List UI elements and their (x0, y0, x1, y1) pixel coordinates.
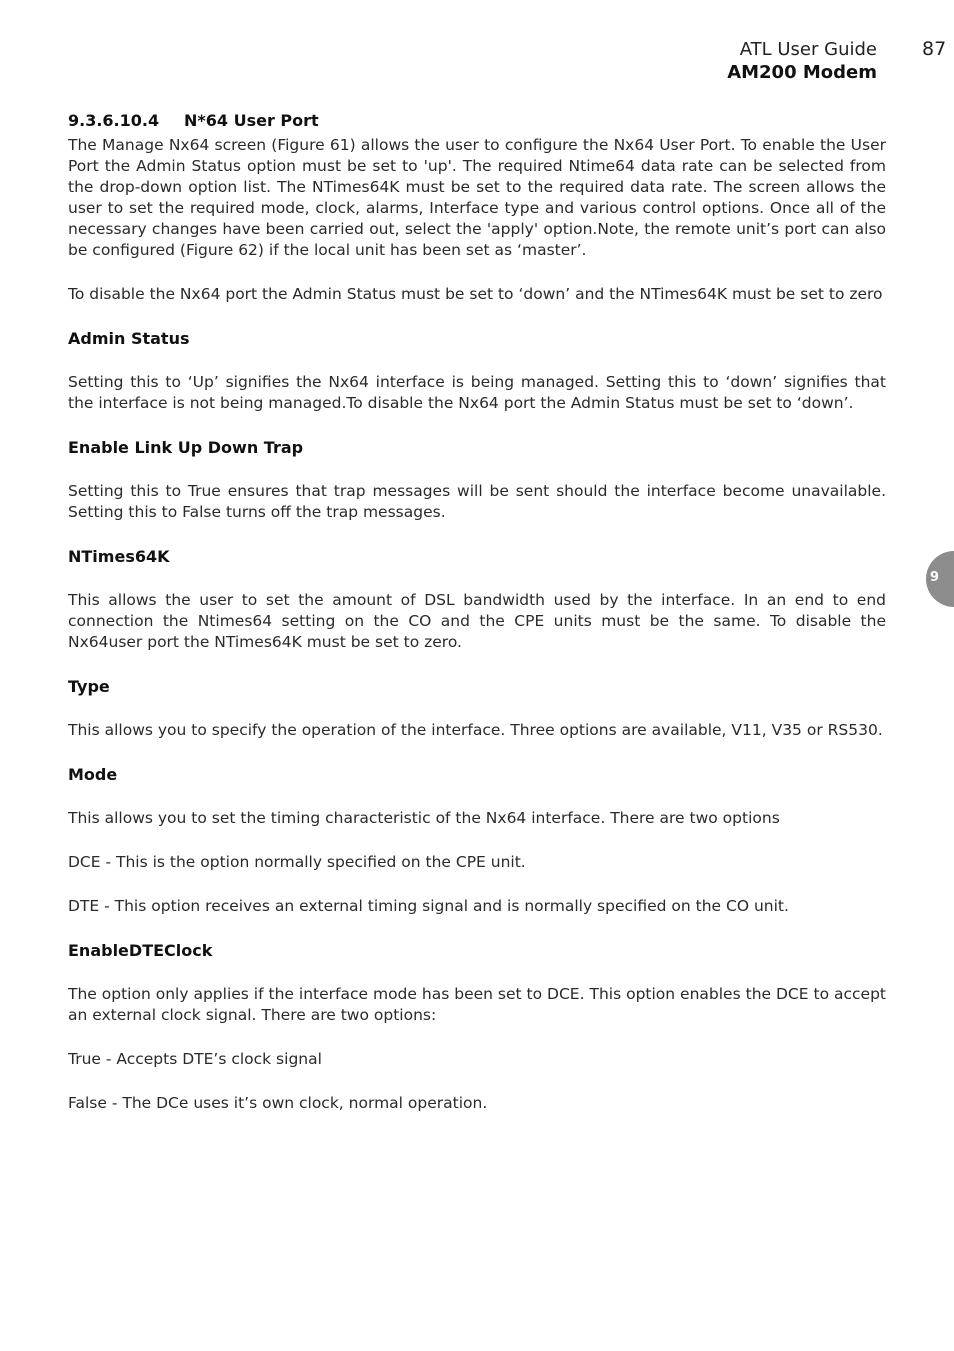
admin-status-heading: Admin Status (68, 329, 190, 348)
page-body (68, 110, 886, 1137)
type-heading: Type (68, 677, 110, 696)
section-number: 9.3.6.10.4 (68, 111, 160, 130)
ntimes64k-body: This allows the user to set the amount of DSL bandwidth used by the interface. In an end to end connection the Ntimes64 setting on the CO and the CPE units must be the same. To disable the Nx64user port the NTimes64K must be set to zero. (68, 591, 886, 651)
product-name: AM200 Modem (727, 62, 877, 83)
page-header (727, 38, 877, 84)
chapter-tab (926, 551, 954, 607)
dte-clock-heading: EnableDTEClock (68, 941, 213, 960)
mode-dte-option: DTE - This option receives an external timing signal and is normally specified on the CO unit. (68, 897, 789, 915)
guide-title: ATL User Guide (739, 39, 877, 60)
mode-heading: Mode (68, 765, 118, 784)
section-title: N*64 User Port (184, 111, 319, 130)
chapter-tab-label: 9 (930, 570, 940, 585)
dte-clock-false-option: False - The DCe uses it’s own clock, normal operation. (68, 1094, 488, 1112)
ntimes64k-heading: NTimes64K (68, 547, 170, 566)
section-intro: The Manage Nx64 screen (Figure 61) allows the user to configure the Nx64 User Port. To enable the User Port the Admin Status option must be set to 'up'. The required Ntime64 data rate can be selected from the drop-down option list. The NTimes64K must be set to the required data rate. The screen allows the user to set the required mode, clock, alarms, Interface type and various control options. Once all of the necessary changes have been carried out, select the 'apply' option.Note, the remote unit’s port can also be configured (Figure 62) if the local unit has been set as ‘master’. (68, 136, 886, 259)
admin-status-body: Setting this to ‘Up’ signifies the Nx64 interface is being managed. Setting this to ‘down’ signifies that the interface is not being managed.To disable the Nx64 port the Admin Status must be set to ‘down’. (68, 373, 886, 412)
dte-clock-true-option: True - Accepts DTE’s clock signal (68, 1050, 322, 1068)
disable-note: To disable the Nx64 port the Admin Status must be set to ‘down’ and the NTimes64K must be set to zero (68, 285, 883, 303)
mode-body: This allows you to set the timing characteristic of the Nx64 interface. There are two options (68, 809, 780, 827)
section-heading (68, 110, 886, 131)
link-trap-heading: Enable Link Up Down Trap (68, 438, 304, 457)
dte-clock-body: The option only applies if the interface mode has been set to DCE. This option enables the DCE to accept an external clock signal. There are two options: (68, 985, 886, 1024)
link-trap-body: Setting this to True ensures that trap messages will be sent should the interface become unavailable. Setting this to False turns off the trap messages. (68, 482, 886, 521)
mode-dce-option: DCE - This is the option normally specified on the CPE unit. (68, 853, 526, 871)
type-body: This allows you to specify the operation of the interface. Three options are available, V11, V35 or RS530. (68, 721, 883, 739)
page-number: 87 (922, 38, 947, 60)
